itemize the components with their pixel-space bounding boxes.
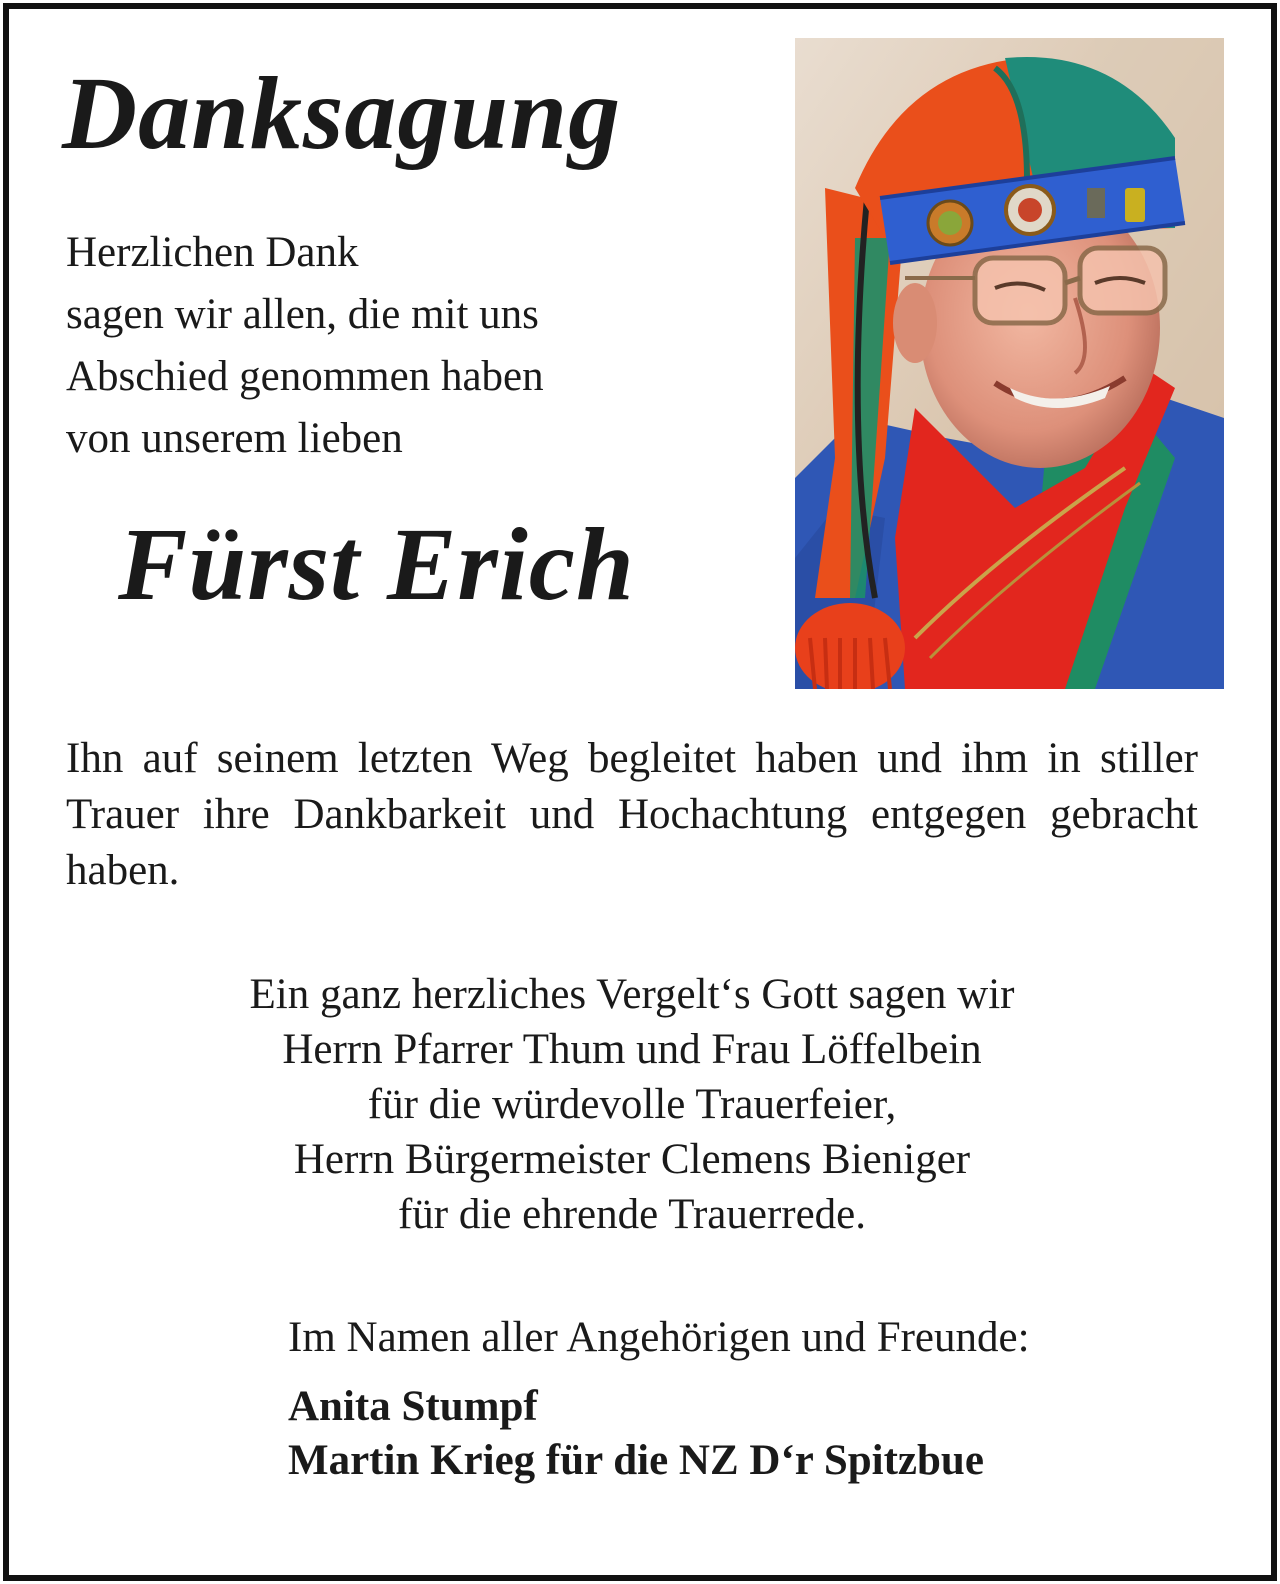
signature-name: Anita Stumpf — [288, 1383, 538, 1430]
thanks-line: für die ehrende Trauerrede. — [397, 1191, 867, 1238]
signoff-line — [288, 1310, 1030, 1366]
thanks-line: Herrn Bürgermeister Clemens Bieniger — [293, 1136, 971, 1183]
thanks-line: Ein ganz herzliches Vergelt‘s Gott sagen wir — [249, 971, 1015, 1018]
body-paragraph: Ihn auf seinem letzten Weg begleitet haben und ihm in stiller Trauer ihre Dankbarkeit und Hochachtung entgegen gebracht haben. — [66, 735, 1198, 894]
portrait-photo — [795, 38, 1224, 689]
intro-line: Herzlichen Dank — [66, 229, 359, 276]
signature-name: Martin Krieg für die NZ D‘r Spitzbue — [288, 1437, 984, 1484]
intro-line: sagen wir allen, die mit uns — [66, 291, 539, 338]
intro-text — [66, 222, 544, 470]
signatures — [288, 1380, 984, 1488]
thanks-line: für die würdevolle Trauerfeier, — [367, 1081, 897, 1128]
thanks-line: Herrn Pfarrer Thum und Frau Löffelbein — [282, 1026, 982, 1073]
thanks-block — [66, 967, 1198, 1242]
intro-line: von unserem lieben — [66, 415, 403, 462]
intro-line: Abschied genommen haben — [66, 353, 544, 400]
headline: Danksagung — [62, 56, 622, 171]
deceased-name: Fürst Erich — [118, 507, 635, 622]
signoff-text: Im Namen aller Angehörigen und Freunde: — [288, 1314, 1030, 1361]
